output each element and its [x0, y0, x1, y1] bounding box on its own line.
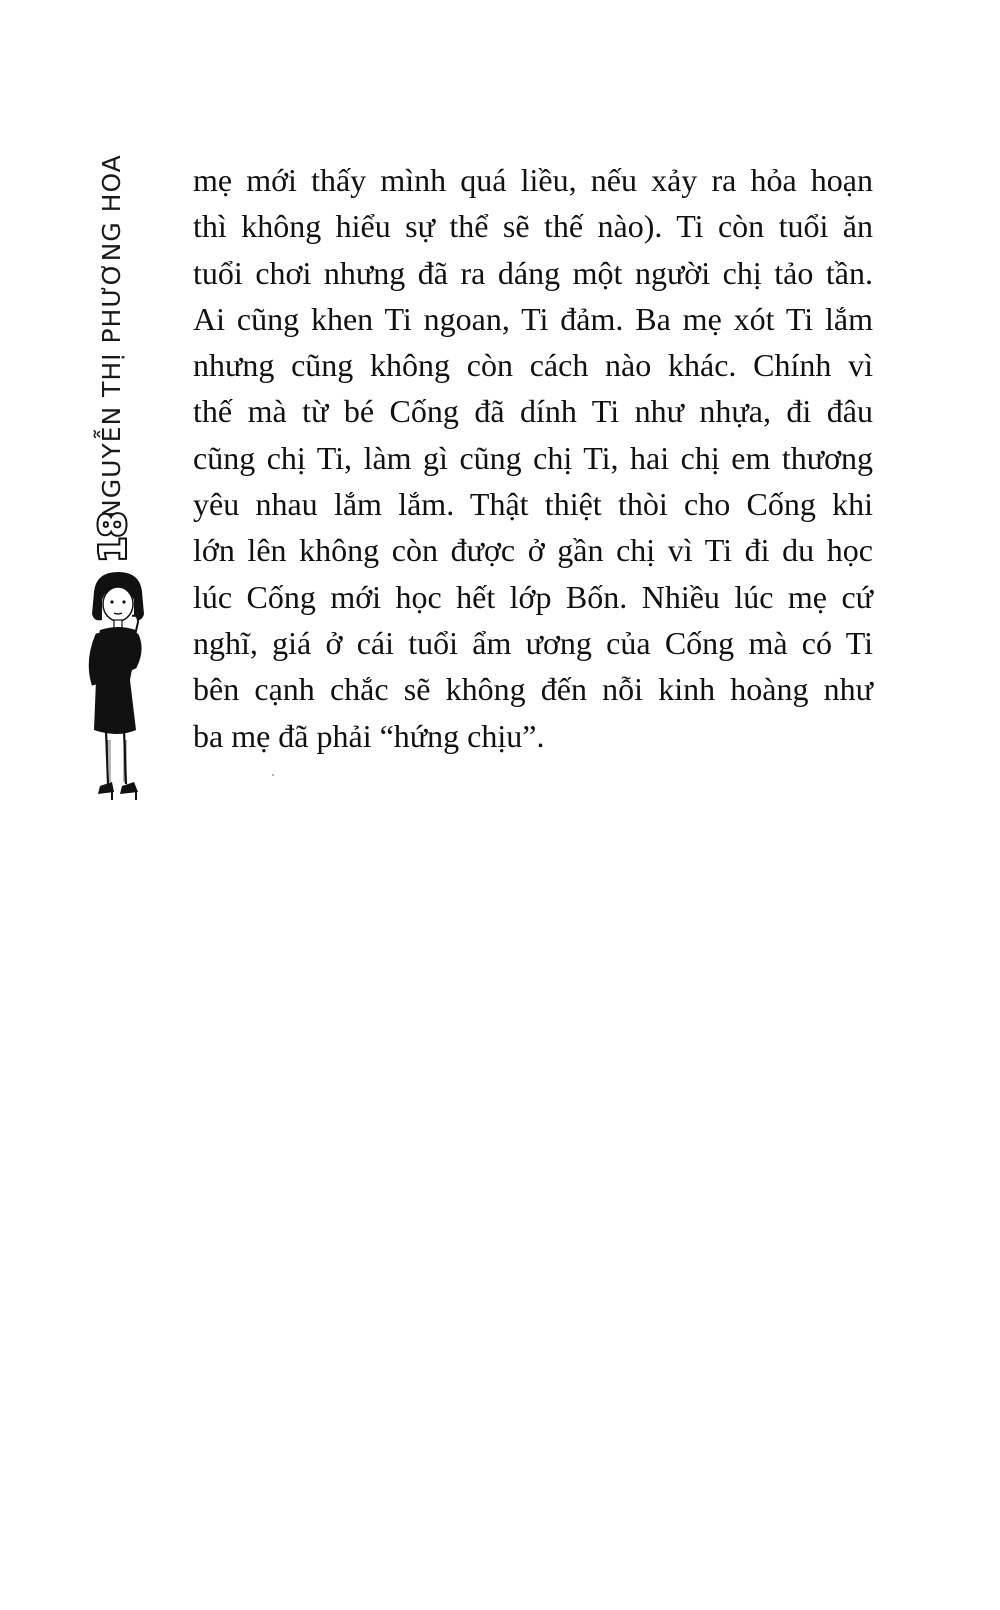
text-line: Ai cũng khen Ti ngoan, Ti đảm. Ba mẹ xót Ti lắm	[193, 300, 873, 337]
text-line: mẹ mới thấy mình quá liều, nếu xảy ra hỏa hoạn	[193, 162, 873, 198]
text-line: tuổi chơi nhưng đã ra dáng một người chị tảo tần.	[193, 254, 873, 291]
page-number	[92, 510, 136, 564]
author-name: NGUYỄN THỊ PHƯƠNG HOA	[97, 154, 126, 518]
text-line: bên cạnh chắc sẽ không đến nỗi kinh hoàng như	[193, 671, 873, 708]
text-line: thế mà từ bé Cống đã dính Ti như nhựa, đi đâu	[193, 393, 873, 430]
print-speck	[272, 774, 274, 776]
running-head	[96, 154, 128, 518]
text-line: nghĩ, giá ở cái tuổi ẩm ương của Cống mà có Ti	[193, 624, 873, 661]
woman-in-black-dress-icon	[72, 570, 162, 810]
text-line: lúc Cống mới học hết lớp Bốn. Nhiều lúc mẹ cứ	[193, 578, 873, 615]
text-line: nhưng cũng không còn cách nào khác. Chính vì	[193, 347, 873, 384]
text-line: cũng chị Ti, làm gì cũng chị Ti, hai chị em thương	[193, 439, 873, 476]
text-line: thì không hiểu sự thể sẽ thế nào). Ti còn tuổi ăn	[193, 208, 873, 245]
text-line: lớn lên không còn được ở gần chị vì Ti đi du học	[193, 532, 873, 569]
body-paragraph	[193, 157, 873, 759]
text-line-last: ba mẹ đã phải “hứng chịu”.	[193, 717, 545, 754]
page-number-text: 18	[93, 511, 134, 563]
text-line: yêu nhau lắm lắm. Thật thiệt thòi cho Cống khi	[193, 486, 873, 523]
